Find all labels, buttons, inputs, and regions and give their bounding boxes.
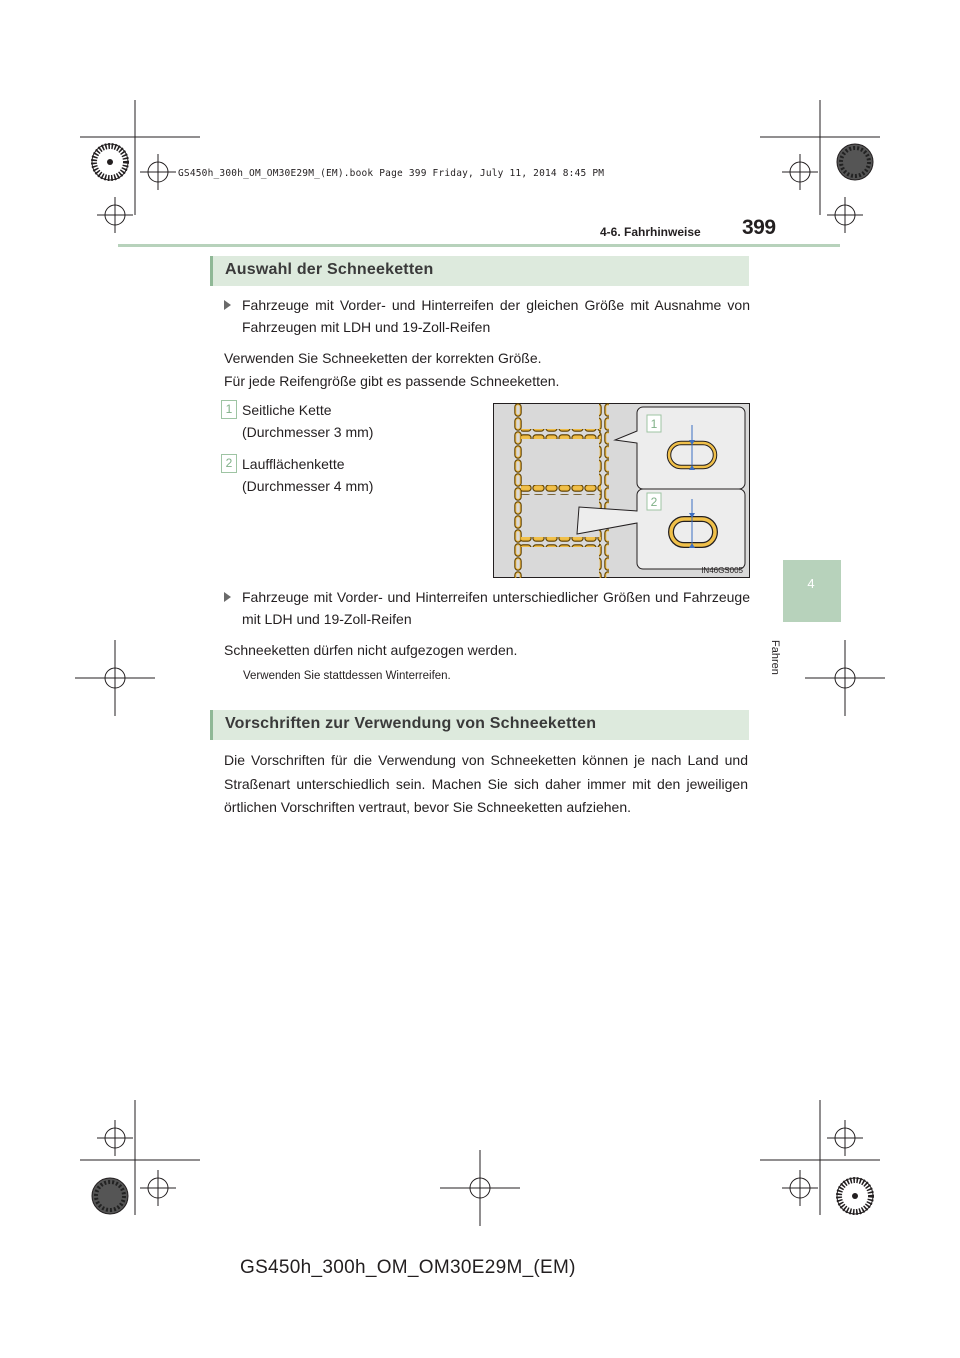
item-number-badge: 2 (221, 454, 237, 473)
callout-number-1: 1 (650, 417, 658, 431)
section-heading-bar (210, 256, 749, 286)
starburst-mark-icon (837, 1178, 873, 1214)
paragraph: Für jede Reifengröße gibt es passende Schneeketten. (224, 373, 560, 389)
chapter-tab-label: Fahren (769, 640, 781, 675)
header-divider (118, 244, 840, 247)
crosshair-target-icon (140, 1170, 176, 1206)
snow-chain-illustration (493, 403, 750, 578)
bullet-text: Fahrzeuge mit Vorder- und Hinterreifen der gleichen Größe mit Ausnahme von Fahrzeugen mit LDH und 19-Zoll-Reifen (242, 297, 750, 335)
crosshair-target-icon (97, 1120, 133, 1156)
gray-density-mark-icon (837, 144, 873, 180)
bullet-item (224, 586, 750, 630)
callout-number-2: 2 (650, 495, 658, 509)
crosshair-target-icon (782, 154, 818, 190)
gray-density-mark-icon (92, 1178, 128, 1214)
chapter-tab-number: 4 (807, 576, 815, 591)
paragraph: Verwenden Sie Schneeketten der korrekten Größe. (224, 350, 542, 366)
paragraph: Die Vorschriften für die Verwendung von Schneeketten können je nach Land und Straßenart unterschiedlich sein. Machen Sie sich daher immer mit den jeweiligen örtlichen Vorschriften vertraut, bevor Sie Schneeketten aufziehen. (224, 752, 748, 815)
paragraph: Schneeketten dürfen nicht aufgezogen werden. (224, 642, 518, 658)
triangle-bullet-icon (224, 592, 231, 602)
crosshair-target-icon (75, 640, 155, 716)
footer-model-code: GS450h_300h_OM_OM30E29M_(EM) (240, 1257, 576, 1278)
crosshair-target-icon (440, 1150, 520, 1226)
file-stamp: GS450h_300h_OM_OM30E29M_(EM).book Page 399 Friday, July 11, 2014 8:45 PM (178, 168, 605, 179)
starburst-mark-icon (92, 144, 128, 180)
crosshair-target-icon (827, 1120, 863, 1156)
item-label: Seitliche Kette (242, 402, 332, 418)
crosshair-target-icon (827, 197, 863, 233)
crosshair-target-icon (97, 197, 133, 233)
bullet-item (224, 294, 750, 338)
illustration-code: IN46GS005 (701, 566, 743, 575)
item-number-badge: 1 (221, 400, 237, 419)
item-detail: (Durchmesser 4 mm) (242, 478, 374, 494)
item-label: Laufflächenkette (242, 456, 345, 472)
section-heading: Vorschriften zur Verwendung von Schneeketten (225, 715, 597, 732)
item-detail: (Durchmesser 3 mm) (242, 424, 374, 440)
section-heading-bar (210, 710, 749, 740)
bullet-text: Fahrzeuge mit Vorder- und Hinterreifen unterschiedlicher Größen und Fahrzeuge mit LDH und 19-Zoll-Reifen (242, 589, 750, 627)
page-number: 399 (742, 216, 776, 239)
triangle-bullet-icon (224, 300, 231, 310)
crosshair-target-icon (140, 154, 176, 190)
crosshair-target-icon (782, 1170, 818, 1206)
note-text: Verwenden Sie stattdessen Winterreifen. (243, 670, 451, 682)
crosshair-target-icon (805, 640, 885, 716)
section-heading: Auswahl der Schneeketten (225, 261, 434, 278)
chapter-tab (783, 560, 841, 622)
chapter-section-label: 4-6. Fahrhinweise (600, 225, 701, 239)
